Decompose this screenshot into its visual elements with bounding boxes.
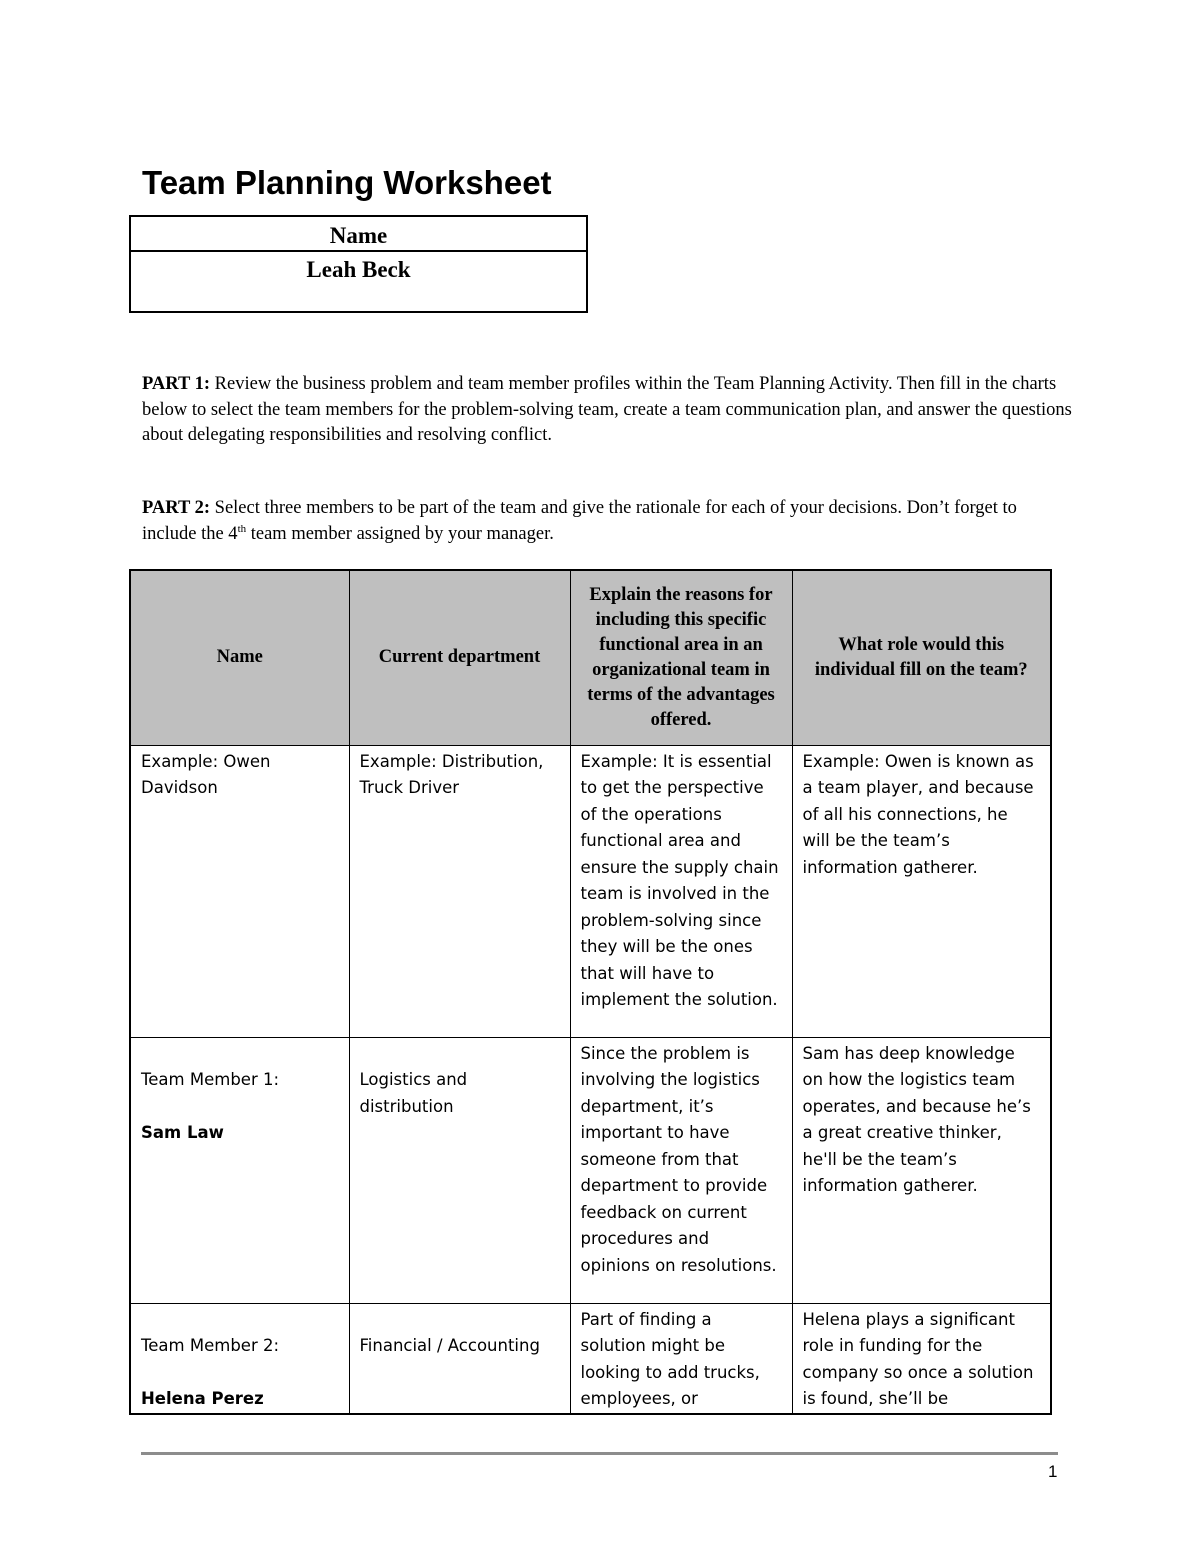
part2-text-end: team member assigned by your manager. xyxy=(246,523,554,544)
part2-superscript: th xyxy=(237,522,247,535)
row-2-department: Financial / Accounting xyxy=(359,1336,540,1355)
row-1-role: Sam has deep knowledge on how the logistics team operates, and because he’s a great creative thinker, he'll be the team’s information gatherer. xyxy=(792,1037,1051,1303)
part2-text: Select three members to be part of the team and give the rationale for each of your decisions. Don’t forget to include the 4 xyxy=(142,498,1017,544)
page-number: 1 xyxy=(1048,1462,1058,1481)
row-0-label: Example: Owen Davidson xyxy=(141,751,271,797)
name-box xyxy=(129,215,588,313)
part1-paragraph xyxy=(142,372,1072,449)
row-2-role: Helena plays a significant role in funding for the company so once a solution is found, she’ll be xyxy=(792,1303,1051,1414)
row-1-department: Logistics and distribution xyxy=(359,1070,468,1116)
team-members-table xyxy=(129,569,1052,1415)
row-1-label: Team Member 1: xyxy=(141,1070,280,1089)
part2-label: PART 2: xyxy=(142,498,211,518)
footer-divider xyxy=(141,1452,1058,1455)
part2-paragraph xyxy=(142,496,1072,547)
table-row xyxy=(130,1037,1051,1303)
header-department: Current department xyxy=(349,570,570,745)
row-2-member-name: Helena Perez xyxy=(141,1389,264,1408)
row-2-name-cell xyxy=(130,1303,349,1414)
table-row xyxy=(130,1303,1051,1414)
row-0-reason: Example: It is essential to get the perspective of the operations functional area and ensure the supply chain team is involved in the problem-solving since they will be the ones that will have to implement the solution. xyxy=(570,745,792,1037)
row-0-department: Example: Distribution, Truck Driver xyxy=(349,745,570,1037)
name-box-header: Name xyxy=(131,217,586,252)
row-0-role: Example: Owen is known as a team player, and because of all his connections, he will be the team’s information gatherer. xyxy=(792,745,1051,1037)
row-1-member-name: Sam Law xyxy=(141,1123,224,1142)
row-2-label: Team Member 2: xyxy=(141,1336,280,1355)
page-title: Team Planning Worksheet xyxy=(142,164,552,201)
row-1-department-cell xyxy=(349,1037,570,1303)
row-1-name-cell xyxy=(130,1037,349,1303)
part1-label: PART 1: xyxy=(142,374,211,394)
header-role: What role would this individual fill on the team? xyxy=(792,570,1051,745)
header-name: Name xyxy=(130,570,349,745)
row-2-reason: Part of finding a solution might be looking to add trucks, employees, or xyxy=(570,1303,792,1414)
part1-text: Review the business problem and team member profiles within the Team Planning Activity. Then fill in the charts below to select the team members for the problem-solving team, create a team communication plan, and answer the questions about delegating responsibilities and resolving conflict. xyxy=(142,374,1072,445)
row-0-name-cell xyxy=(130,745,349,1037)
name-box-value: Leah Beck xyxy=(306,257,411,282)
table-header-row xyxy=(130,570,1051,745)
row-1-reason: Since the problem is involving the logistics department, it’s important to have someone from that department to provide feedback on current procedures and opinions on resolutions. xyxy=(570,1037,792,1303)
row-2-department-cell xyxy=(349,1303,570,1414)
header-reasons: Explain the reasons for including this specific functional area in an organizational team in terms of the advantages offered. xyxy=(570,570,792,745)
table-row xyxy=(130,745,1051,1037)
